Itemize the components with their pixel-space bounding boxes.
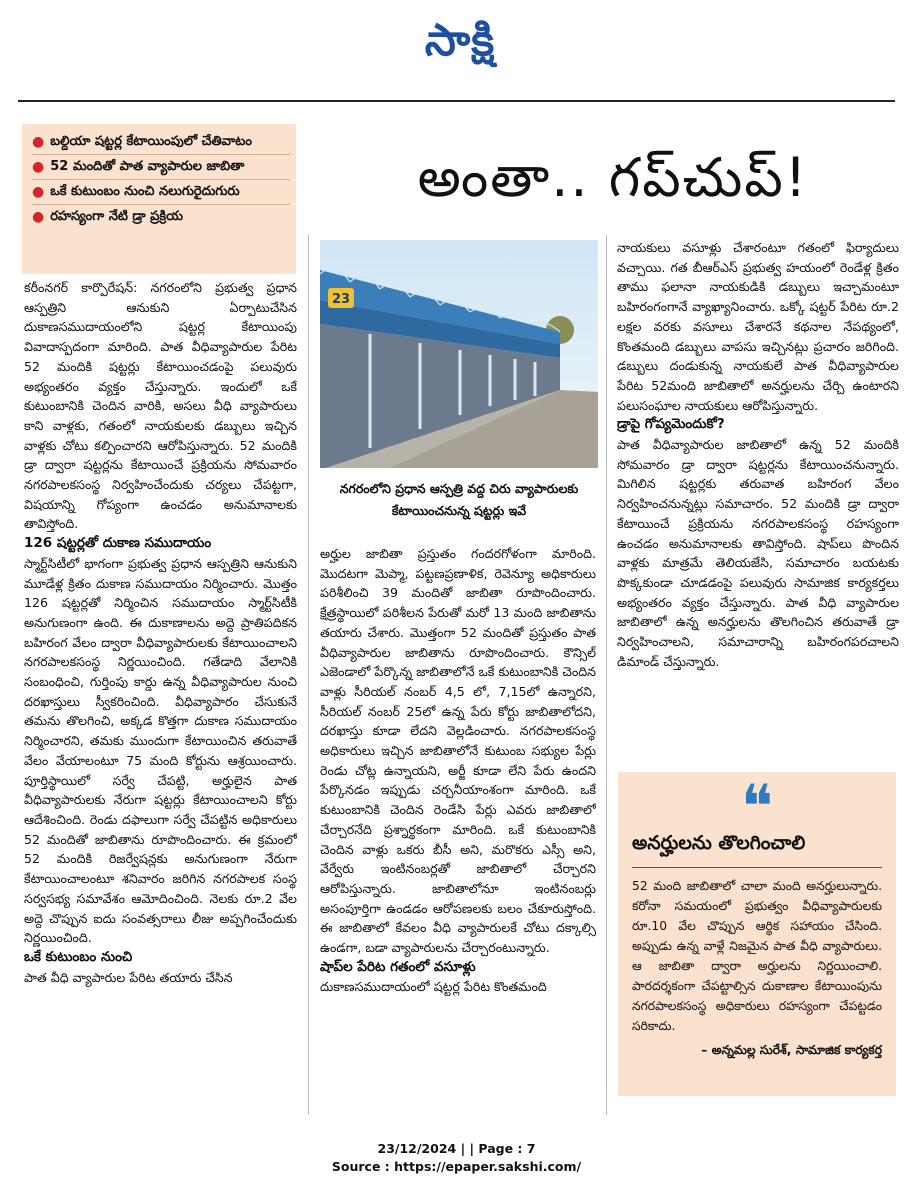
page-footer bbox=[0, 1140, 913, 1176]
highlight-item bbox=[32, 180, 290, 205]
quote-divider bbox=[632, 867, 882, 868]
shop-number: 23 bbox=[331, 292, 351, 307]
highlight-text: బల్దియా షట్టర్ల కేటాయింపులో చేతివాటం bbox=[50, 134, 252, 149]
paragraph: కరీంనగర్ కార్పొరేషన్: నగరంలోని ప్రభుత్వ ప్రధాన ఆస్పత్రిని ఆనుకుని ఏర్పాటుచేసిన దుకాణసముదాయంలోని షట్టర్ల కేటాయింపు వివాదాస్పదంగా మారింది. పాత వీధివ్యాపారుల పేరిట 52 మందికి షట్టర్లు కేటాయించడంపై పలువురు అభ్యంతరం వ్యక్తం చేస్తున్నారు. ఇందులో ఒకే కుటుంబానికి చెందిన వారికి, అసలు వీధి వ్యాపారులు కాని వాళ్లకు, గతంలో నాయకులకు డబ్బులు ఇచ్చిన వాళ్లకు చోటు కల్పించారని ఆరోపిస్తున్నారు. 52 మందికి డ్రా ద్వారా షట్టర్లను కేటాయించే ప్రక్రియను సోమవారం నగరపాలకసంస్థ నిర్వహించేందుకు చర్యలు చేపట్టగా, విషయాన్ని గోప్యంగా ఉంచడం అనుమానాలకు తావిస్తోంది. bbox=[24, 280, 297, 532]
quote-title: అనర్హులను తొలగించాలి bbox=[632, 832, 806, 854]
paragraph: స్మార్ట్‌సిటీలో భాగంగా ప్రభుత్వ ప్రధాన ఆస్పత్రిని ఆనుకుని మూడేళ్ల క్రితం దుకాణ సముదాయం నిర్మించారు. మొత్తం 126 షట్టర్లతో నిర్మించిన సముదాయం స్మార్ట్‌సిటీకి అనుగుణంగా ఉంది. ఈ దుకాణాలను అద్దె ప్రాతిపదికన బహిరంగ వేలం ద్వారా వీధివ్యాపారులకు కేటాయించాలని నగరపాలకసంస్థ నిర్ణయించింది. గతేడాది వేలానికి సంబంధించి, గుర్తింపు కార్డు ఉన్న వీధివ్యాపారుల నుంచి దరఖాస్తులు స్వీకరించింది. వీధివ్యాపారం చేసుకునే తమను తొలగించి, అక్కడ కొత్తగా దుకాణ సముదాయం నిర్మించారని, తమకు ముందుగా కేటాయించిన తరువాతే వేలం వేయాలంటూ 75 మంది కోర్టును ఆశ్రయించారు. పూర్తిస్థాయిలో సర్వే చేపట్టి, అర్హులైన పాత వీధివ్యాపారులకు నేరుగా షట్టర్లు కేటాయించాలని కోర్టు ఆదేశించింది. రెండు దఫాలుగా సర్వే చేపట్టిన అధికారులు 52 మందితో జాబితాను రూపొందించారు. ఈ క్రమంలో 52 మందికి రిజర్వేషన్లకు అనుగుణంగా నేరుగా కేటాయించాలంటూ శనివారం జరిగిన నగరపాలక సంస్థ సర్వసభ్య సమావేశం ఆమోదించింది. నెలకు రూ.2 వేల అద్దె చొప్పున ఐదు సంవత్సరాలు లీజు అప్పగించేందుకు నిర్ణయించింది. bbox=[24, 555, 297, 946]
highlight-item bbox=[32, 130, 290, 155]
highlight-text: ఒకే కుటుంబం నుంచి నలుగురైదుగురు bbox=[50, 184, 240, 199]
bullet-dot-icon: ● bbox=[32, 134, 45, 150]
article-column-3 bbox=[617, 238, 899, 758]
footer-date-page: 23/12/2024 | | Page : 7 bbox=[377, 1141, 536, 1156]
bullet-dot-icon: ● bbox=[32, 209, 45, 225]
footer-source: Source : https://epaper.sakshi.com/ bbox=[331, 1159, 582, 1174]
paragraph: పాత వీధి వ్యాపారుల పేరిట తయారు చేసిన bbox=[24, 969, 233, 985]
highlights-box bbox=[22, 124, 296, 274]
paragraph: అర్హుల జాబితా ప్రస్తుతం గందరగోళంగా మారింది. మొదటగా మెప్మా, పట్టణప్రణాళిక, రెవెన్యూ అధికారులు పరిశీలించి 39 మందితో జాబితా రూపొందించారు. క్షేత్రస్థాయిలో పరిశీలన పేరుతో మరో 13 మంది జాబితాను తయారు చేశారు. మొత్తంగా 52 మందితో ప్రస్తుతం పాత వీధివ్యాపారుల జాబితాను రూపొందించారు. కౌన్సిల్ ఎజెండాలో పేర్కొన్న జాబితాలోనే ఒకే కుటుంబానికి చెందిన వాళ్లు సీరియల్ నంబర్ 4,5 లో, 7,15లో ఉన్నారని, సీరియల్ నంబర్ 25లో ఉన్న పేరు కోర్టు జాబితాలోదని, దరఖాస్తు కూడా లేదని వెల్లడించారు. నగరపాలకసంస్థ అధికారులు ఇచ్చిన జాబితాలోనే కుటుంబ సభ్యుల పేర్లు రెండు చోట్ల ఉన్నాయని, అర్జీ కూడా లేని పేరు ఉందని పేర్కొనడం ఇప్పుడు చర్చనీయాంశంగా మారింది. ఒకే కుటుంబానికి చెందిన రెండేసి పేర్లు ఎవరు జాబితాలో చేర్చారనేది ప్రశ్నార్థకంగా మారింది. ఒకే కుటుంబానికి చెందిన వాళ్లు ఒకరు బీసీ అని, మరొకరు ఎస్సీ అని, వేర్వేరు ఇంటినంబర్లతో జాబితాలో చేర్చారని ఆరోపిస్తున్నారు. జాబితాలోనూ ఇంటినంబర్లు అసంపూర్తిగా ఉండడం ఆరోపణలకు బలం చేకూరుస్తోంది. ఈ జాబితాలో కేవలం వీధి వ్యాపారులకే చోటు దక్కాల్సి ఉండగా, బడా వ్యాపారులను చేర్చారంటున్నారు. bbox=[320, 546, 596, 956]
paragraph: నాయకులు వసూళ్లు చేశారంటూ గతంలో ఫిర్యాదులు వచ్చాయి. గత బీఆర్ఎస్ ప్రభుత్వ హయంలో రెండేళ్ల క్రితం తాము ఫలానా నాయకుడికి డబ్బులు ఇచ్చామంటూ బహిరంగంగానే వ్యాఖ్యానించారు. ఒక్కో షట్టర్ పేరిట రూ.2 లక్షల వరకు వసూలు చేశారనే కథనాల నేపథ్యంలో, కొంతమంది డబ్బులు వాపసు ఇచ్చినట్లు ప్రచారం జరిగింది. డబ్బులు దండుకున్న నాయకులే పాత వీధివ్యాపారుల పేరిట 52మంది జాబితాలో అనర్హులను చేర్చి ఉంటారని పలుసంఘాల నాయకులు ఆరోపిస్తున్నారు. bbox=[617, 240, 899, 413]
quote-body: 52 మంది జాబితాలో చాలా మంది అనర్హులున్నారు. కరోనా సమయంలో ప్రభుత్వం వీధివ్యాపారులకు రూ.10 వేల చొప్పున ఆర్థిక సహాయం చేసింది. అప్పుడు ఉన్న వాళ్లే నిజమైన పాత వీధి వ్యాపారులు. ఆ జాబితా ద్వారా అర్హులను నిర్ణయించాలి. పారదర్శకంగా చేపట్టాల్సిన దుకాణాల కేటాయింపును నగరపాలకసంస్థ అధికారులు రహస్యంగా చేపట్టడం సరికాదు. bbox=[632, 879, 882, 1033]
bullet-dot-icon: ● bbox=[32, 184, 45, 200]
sakshi-logo: సాక్షి bbox=[424, 15, 496, 66]
highlight-text: 52 మందితో పాత వ్యాపారుల జాబితా bbox=[50, 159, 245, 174]
article-column-1 bbox=[24, 278, 297, 1114]
quote-author: – అన్నమల్ల సురేశ్, సామాజిక కార్యకర్త bbox=[701, 1043, 882, 1057]
article-column-2 bbox=[320, 544, 596, 1114]
subheading: డ్రాపై గోప్యమెందుకో? bbox=[617, 416, 725, 433]
subheading: షాప్‌ల పేరిట గతంలో వసూళ్లు bbox=[320, 958, 476, 975]
shutters-photo bbox=[320, 240, 598, 468]
paragraph: దుకాణసముదాయంలో షట్టర్ల పేరిట కొంతమంది bbox=[320, 979, 547, 995]
quote-box bbox=[618, 772, 896, 1096]
highlight-item bbox=[32, 205, 290, 229]
quote-mark-icon: ❝ bbox=[740, 772, 774, 842]
column-divider bbox=[308, 235, 309, 1115]
bullet-dot-icon: ● bbox=[32, 159, 45, 175]
column-divider bbox=[606, 235, 607, 1115]
headline: అంతా.. గప్‌చుప్‌! bbox=[417, 146, 809, 209]
subheading: 126 షట్టర్లతో దుకాణ సముదాయం bbox=[24, 535, 212, 552]
paragraph: పాత వీధివ్యాపారుల జాబితాలో ఉన్న 52 మందికి సోమవారం డ్రా ద్వారా షట్టర్లను కేటాయించనున్నారు. మిగిలిన షట్టర్లకు తరువాత బహిరంగ వేలం నిర్వహించనున్నట్లు సమాచారం. 52 మందికి డ్రా ద్వారా కేటాయించే ప్రక్రియను నగరపాలకసంస్థ రహస్యంగా ఉంచడం అనుమానాలకు తావిస్తోంది. షాప్‌లు పొందిన వాళ్లకు మాత్రమే తెలియజేసి, సమాచారం బయటకు పొక్కకుండా చూడడంపై పలువురు సామాజిక కార్యకర్తలు అభ్యంతరం వ్యక్తం చేస్తున్నారు. పాత వీధి వ్యాపారుల జాబితాలో ఉన్న అనర్హులను తొలగించిన తరువాతే డ్రా నిర్వహించాలని, సమాచారాన్ని బహిరంగపరచాలని డిమాండ్ చేస్తున్నారు. bbox=[617, 437, 899, 669]
subheading: ఒకే కుటుంబం నుంచి bbox=[24, 948, 133, 965]
highlight-item bbox=[32, 155, 290, 180]
shutters-illustration bbox=[320, 240, 598, 468]
header-rule bbox=[18, 100, 895, 102]
highlight-text: రహస్యంగా నేటి డ్రా ప్రక్రియ bbox=[50, 209, 183, 224]
photo-caption: నగరంలోని ప్రధాన ఆస్పత్రి వద్ద చిరు వ్యాపారులకు కేటాయించనున్న షట్టర్లు ఇవే bbox=[339, 481, 579, 518]
